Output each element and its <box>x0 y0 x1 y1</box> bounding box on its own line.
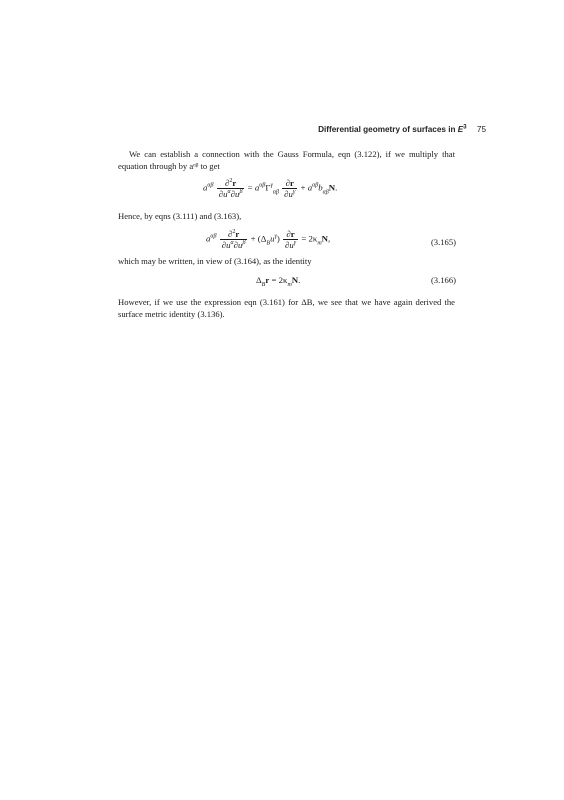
paragraph-1-text: We can establish a connection with the Gauss Formula, eqn (3.122), if we multiply that equation through by aᵅᵝ to get <box>118 149 455 171</box>
paragraph-3 <box>118 256 455 268</box>
paragraph-4 <box>118 297 455 320</box>
running-head <box>318 125 486 134</box>
paragraph-4-text: However, if we use the expression eqn (3.161) for ΔB, we see that we have again derived the surface metric identity (3.136). <box>118 297 455 319</box>
running-head-title: Differential geometry of surfaces in <box>318 125 458 134</box>
running-head-symbol: E <box>457 125 464 134</box>
paragraph-1 <box>118 149 455 172</box>
running-head-superscript: 3 <box>463 124 467 131</box>
equation-3-166: $\Delta_Br = 2\kappa_mN$. <box>256 275 301 288</box>
paragraph-2 <box>118 211 455 223</box>
equation-3-165: $a^{\alpha\beta}$ $\frac{\partial^2r}{\partial u^\alpha\partial u^\beta}$ + $(\Delta_Bu^\gamma)$ $\frac{\partial r}{\partial u^\gamma}$ = $2\kappa_mN$, <box>206 229 331 250</box>
page-number: 75 <box>476 125 486 134</box>
equation-number-3-166: (3.166) <box>430 275 456 285</box>
equation-gauss: $a^{\alpha\beta}$ $\frac{\partial^2r}{\partial u^\alpha\partial u^\beta}$ = $a^{\alpha\beta}\Gamma^\gamma_{\alpha\beta}$ $\frac{\partial r}{\partial u^\gamma}$ + $a^{\alpha\beta}b_{\alpha\beta}N$. <box>203 178 338 199</box>
paragraph-3-text: which may be written, in view of (3.164), as the identity <box>118 256 312 266</box>
paragraph-2-text: Hence, by eqns (3.111) and (3.163), <box>118 211 242 221</box>
equation-number-3-165: (3.165) <box>430 237 456 247</box>
